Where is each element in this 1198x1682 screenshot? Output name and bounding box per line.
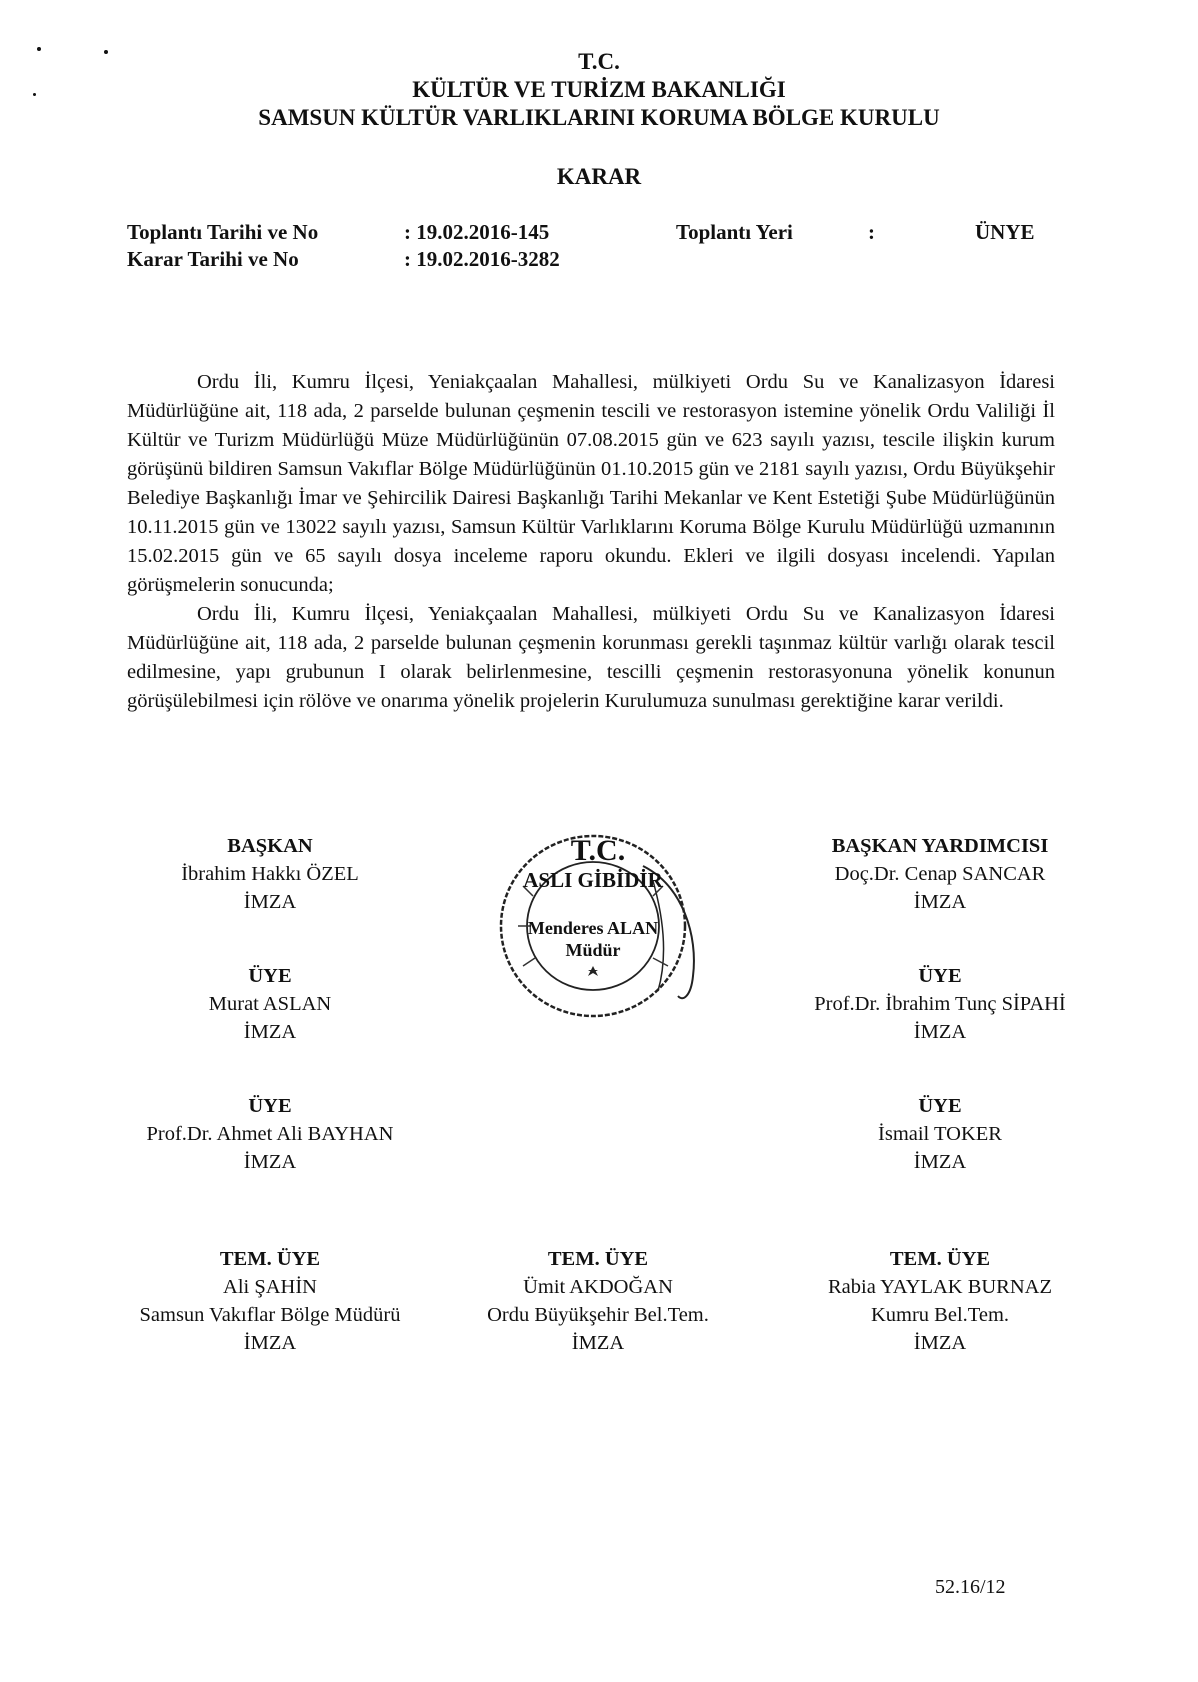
- signatory-name: Prof.Dr. İbrahim Tunç SİPAHİ: [814, 993, 1066, 1015]
- header-tc: T.C.: [578, 49, 620, 74]
- signatory-role: TEM. ÜYE: [547, 1248, 649, 1270]
- signatory-role: BAŞKAN YARDIMCISI: [831, 835, 1049, 857]
- signatory-role: ÜYE: [248, 965, 292, 987]
- signatory-rep-burnaz: [790, 1245, 1090, 1357]
- signatory-sign: İMZA: [243, 1021, 297, 1043]
- paragraph-1: Ordu İli, Kumru İlçesi, Yeniakçaalan Mahallesi, mülkiyeti Ordu Su ve Kanalizasyon İdaresi Müdürlüğüne ait, 118 ada, 2 parselde bulunan çeşmenin tescili ve restorasyon istemine yönelik Ordu Valiliği İl Kültür ve Turizm Müdürlüğü Müze Müdürlüğünün 07.08.2015 gün ve 623 sayılı yazısı, tescile ilişkin kurum görüşünü bildiren Samsun Vakıflar Bölge Müdürlüğünün 01.10.2015 gün ve 2181 sayılı yazısı, Ordu Büyükşehir Belediye Başkanlığı İmar ve Şehircilik Dairesi Başkanlığı Tarihi Mekanlar ve Kent Estetiği Şube Müdürlüğünün 10.11.2015 gün ve 13022 sayılı yazısı, Samsun Kültür Varlıklarını Koruma Bölge Kurulu Müdürlüğü uzmanının 15.02.2015 gün ve 65 sayılı dosya inceleme raporu okundu. Ekleri ve ilgili dosyası incelendi. Yapılan görüşmelerin sonucunda;: [127, 371, 1055, 596]
- signatory-name: Ümit AKDOĞAN: [523, 1276, 673, 1298]
- signatory-name: Prof.Dr. Ahmet Ali BAYHAN: [146, 1123, 394, 1145]
- signatory-rep-akdogan: [440, 1245, 756, 1357]
- seal-certified-text: ASLI GİBİDİR: [523, 868, 663, 892]
- place-label: Toplantı Yeri: [676, 220, 793, 244]
- document-reference: 52.16/12: [935, 1576, 1006, 1598]
- signatory-member-sipahi: [780, 962, 1100, 1046]
- signatory-org: Ordu Büyükşehir Bel.Tem.: [487, 1304, 709, 1326]
- signatory-rep-sahin: [112, 1245, 428, 1357]
- seal-top-text: T.C.: [570, 834, 626, 867]
- signatory-member-bayhan: [120, 1092, 420, 1176]
- place-value: ÜNYE: [975, 220, 1035, 244]
- paragraph-2: Ordu İli, Kumru İlçesi, Yeniakçaalan Mahallesi, mülkiyeti Ordu Su ve Kanalizasyon İdaresi Müdürlüğüne ait, 118 ada, 2 parselde bulunan çeşmenin korunması gerekli taşınmaz kültür varlığı olarak tescil edilmesine, yapı grubunun I olarak belirlenmesine, tescilli çeşmenin restorasyonuna yönelik konunun görüşülebilmesi için rölöve ve onarıma yönelik projelerin Kurulumuza sunulması gerektiğine karar verildi.: [127, 603, 1055, 712]
- signatory-sign: İMZA: [571, 1332, 625, 1354]
- signatory-role: ÜYE: [248, 1095, 292, 1117]
- signatory-org: Samsun Vakıflar Bölge Müdürü: [139, 1304, 401, 1326]
- signatory-name: Murat ASLAN: [208, 993, 332, 1015]
- signatory-name: Doç.Dr. Cenap SANCAR: [834, 863, 1046, 885]
- signatory-sign: İMZA: [913, 1332, 967, 1354]
- document-title: KARAR: [556, 164, 642, 189]
- signatory-sign: İMZA: [913, 1151, 967, 1173]
- place-colon: :: [868, 220, 875, 244]
- signatory-name: Ali ŞAHİN: [223, 1276, 317, 1298]
- meeting-label: Toplantı Tarihi ve No: [127, 220, 319, 244]
- signatory-member-aslan: [140, 962, 400, 1046]
- official-seal: [493, 826, 723, 1036]
- header-board: SAMSUN KÜLTÜR VARLIKLARINI KORUMA BÖLGE KURULU: [258, 105, 940, 130]
- signatory-vice-chairman: [780, 832, 1100, 916]
- signatory-sign: İMZA: [243, 1151, 297, 1173]
- seal-name-text: Menderes ALAN: [527, 918, 659, 938]
- signatory-chairman: [140, 832, 400, 916]
- signatory-role: TEM. ÜYE: [889, 1248, 991, 1270]
- signatory-name: İsmail TOKER: [878, 1123, 1002, 1145]
- meeting-value: : 19.02.2016-145: [404, 220, 550, 244]
- signatory-sign: İMZA: [913, 1021, 967, 1043]
- seal-title-text: Müdür: [565, 940, 621, 960]
- decision-label: Karar Tarihi ve No: [127, 247, 299, 271]
- signatory-sign: İMZA: [913, 891, 967, 913]
- signatory-org: Kumru Bel.Tem.: [870, 1304, 1010, 1326]
- signatory-role: TEM. ÜYE: [219, 1248, 321, 1270]
- signatory-sign: İMZA: [243, 1332, 297, 1354]
- signatory-member-toker: [780, 1092, 1100, 1176]
- decision-body: [127, 368, 1055, 716]
- signatory-name: Rabia YAYLAK BURNAZ: [828, 1276, 1052, 1298]
- decision-value: : 19.02.2016-3282: [404, 247, 560, 271]
- signatory-sign: İMZA: [243, 891, 297, 913]
- header-ministry: KÜLTÜR VE TURİZM BAKANLIĞI: [412, 77, 786, 102]
- signatory-name: İbrahim Hakkı ÖZEL: [181, 863, 359, 885]
- signatory-role: BAŞKAN: [227, 835, 313, 857]
- signatory-role: ÜYE: [918, 965, 962, 987]
- signatory-role: ÜYE: [918, 1095, 962, 1117]
